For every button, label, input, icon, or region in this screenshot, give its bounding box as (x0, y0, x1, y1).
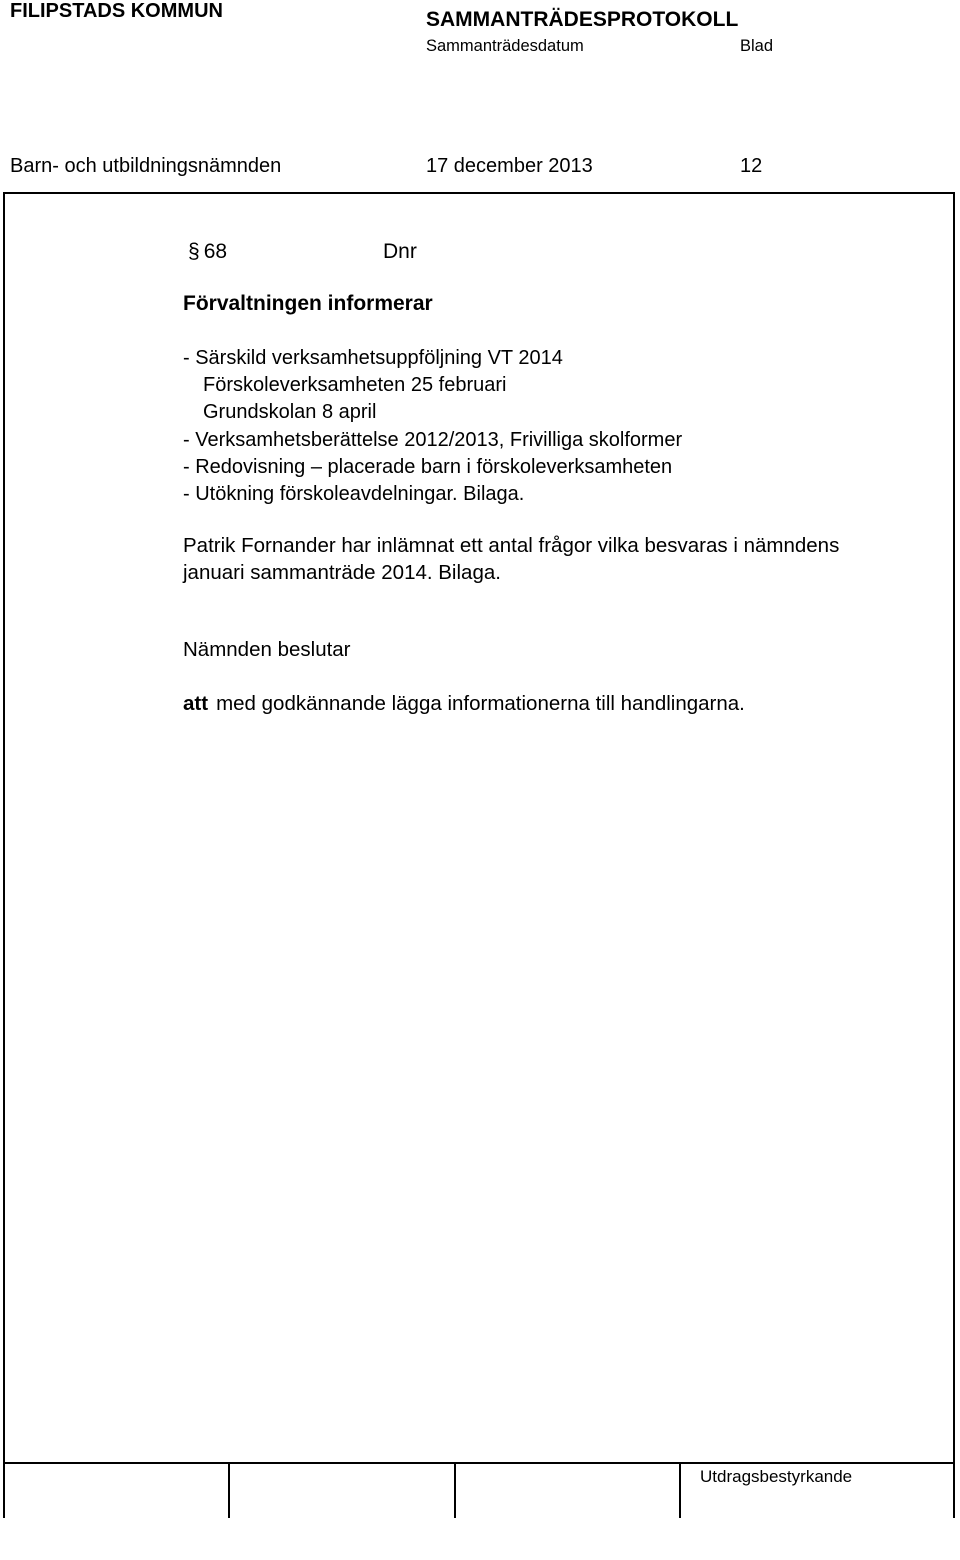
list-item: - Redovisning – placerade barn i förskoleverksamheten (183, 455, 673, 478)
decision-heading: Nämnden beslutar (183, 638, 351, 661)
list-item: - Särskild verksamhetsuppföljning VT 2014 (183, 347, 563, 369)
page-number: 12 (740, 155, 763, 177)
decision-line (183, 692, 745, 716)
list-item: Grundskolan 8 april (203, 401, 377, 424)
body-paragraph (183, 532, 839, 586)
section-title: Förvaltningen informerar (183, 292, 433, 315)
info-list (183, 345, 682, 508)
meeting-date: 17 december 2013 (426, 155, 593, 177)
protocol-title: SAMMANTRÄDESPROTOKOLL (426, 8, 739, 31)
divider (953, 1463, 955, 1518)
paragraph-sign: § (188, 240, 200, 263)
section-number-value: 68 (203, 240, 228, 263)
meeting-date-label: Sammanträdesdatum (426, 37, 584, 55)
divider (679, 1463, 681, 1518)
divider (3, 1463, 5, 1518)
organization-name: FILIPSTADS KOMMUN (10, 0, 223, 22)
att-keyword: att (183, 692, 209, 715)
paragraph-line: januari sammanträde 2014. Bilaga. (183, 561, 501, 584)
certification-label: Utdragsbestyrkande (700, 1467, 853, 1486)
paragraph-line: Patrik Fornander har inlämnat ett antal frågor vilka besvaras i nämndens (183, 534, 840, 557)
list-item: - Utökning förskoleavdelningar. Bilaga. (183, 483, 525, 506)
divider (454, 1463, 456, 1518)
dnr-label: Dnr (383, 240, 417, 263)
committee-name: Barn- och utbildningsnämnden (10, 155, 282, 177)
section-number (188, 240, 227, 264)
list-item: - Verksamhetsberättelse 2012/2013, Frivilliga skolformer (183, 428, 683, 451)
list-item: Förskoleverksamheten 25 februari (203, 374, 507, 397)
divider (228, 1463, 230, 1518)
page-label: Blad (740, 37, 774, 55)
decision-text: med godkännande lägga informationerna till handlingarna. (216, 692, 745, 715)
